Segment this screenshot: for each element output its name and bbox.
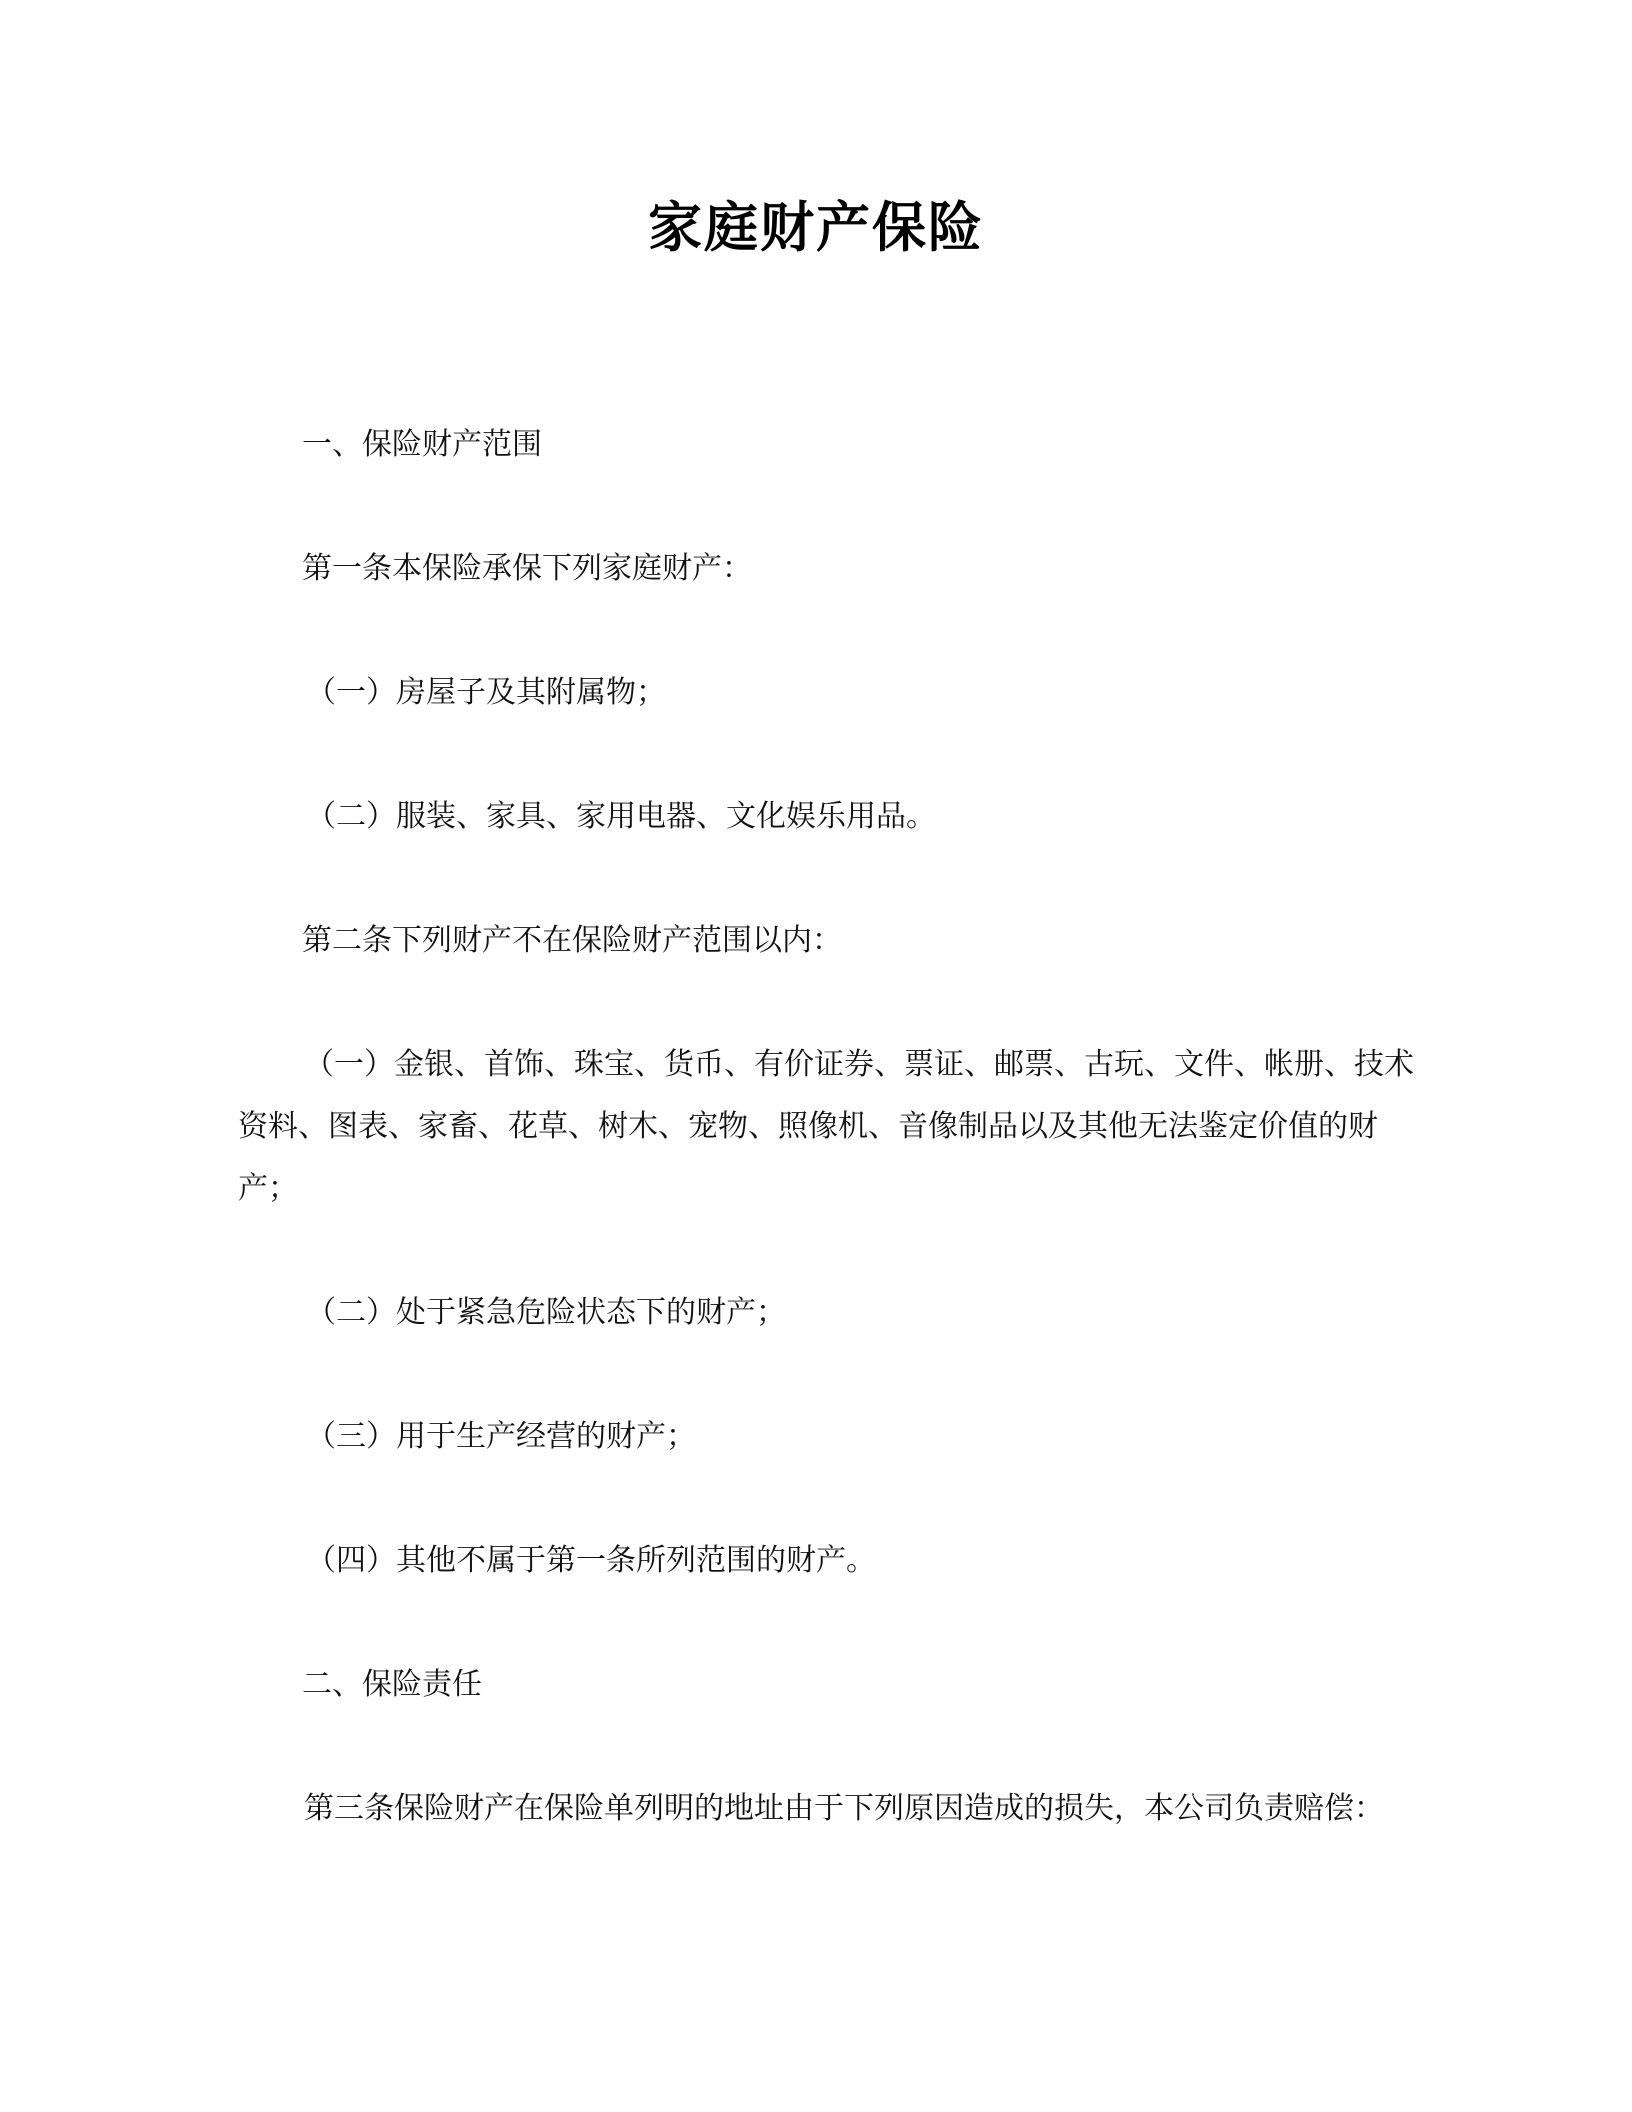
article-2-item-1: （一）金银、首饰、珠宝、货币、有价证券、票证、邮票、古玩、文件、帐册、技术资料、图表、家畜、花草、树木、宠物、照像机、音像制品以及其他无法鉴定价值的财产； <box>238 1047 1414 1206</box>
article-2-item-3: （三）用于生产经营的财产； <box>306 1419 696 1454</box>
article-2: 第二条下列财产不在保险财产范围以内： <box>302 923 842 958</box>
article-1: 第一条本保险承保下列家庭财产： <box>302 551 752 586</box>
section-heading-2: 二、保险责任 <box>302 1667 482 1702</box>
article-2-item-2: （二）处于紧急危险状态下的财产； <box>306 1295 786 1330</box>
article-1-item-2: （二）服装、家具、家用电器、文化娱乐用品。 <box>306 799 936 834</box>
document-title: 家庭财产保险 <box>648 196 984 259</box>
article-3: 第三条保险财产在保险单列明的地址由于下列原因造成的损失，本公司负责赔偿： <box>304 1791 1384 1826</box>
article-2-item-4: （四）其他不属于第一条所列范围的财产。 <box>306 1543 876 1578</box>
section-heading-1: 一、保险财产范围 <box>302 427 542 462</box>
article-1-item-1: （一）房屋子及其附属物； <box>306 675 666 710</box>
